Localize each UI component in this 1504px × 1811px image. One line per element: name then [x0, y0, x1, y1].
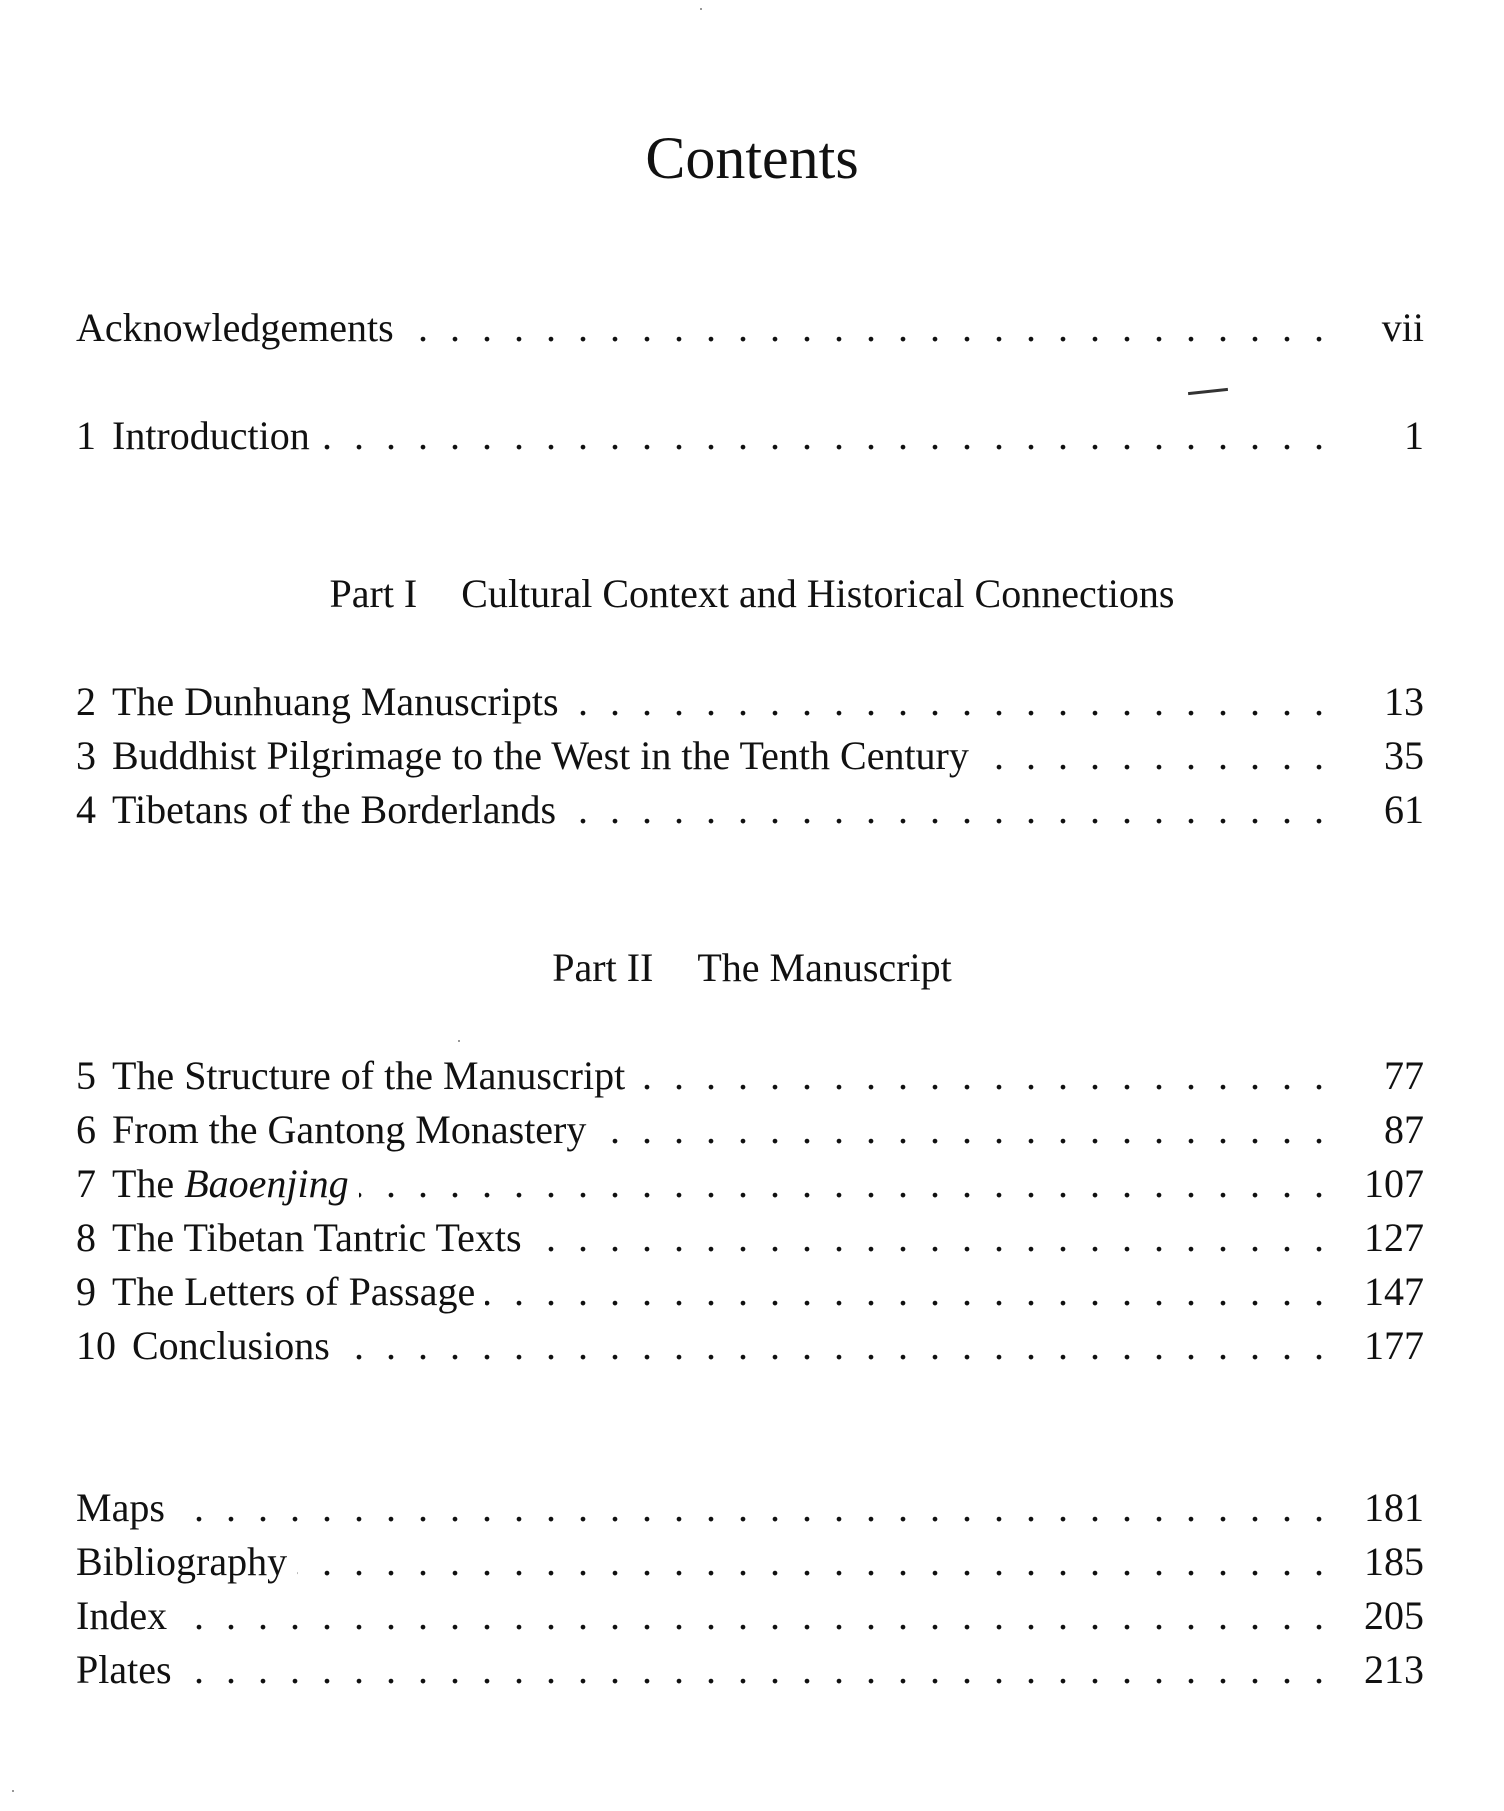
toc-entry-title: Acknowledgements	[76, 305, 394, 350]
toc-entry-index[interactable]	[76, 1588, 1424, 1644]
toc-entry-text	[76, 1480, 175, 1536]
stray-pen-mark	[1188, 388, 1228, 395]
toc-entry-title-prefix: The	[112, 1161, 175, 1206]
toc-page-number: 205	[1354, 1588, 1424, 1644]
toc-entry-text	[76, 674, 569, 730]
scan-speck	[12, 1790, 14, 1792]
page-title: Contents	[645, 125, 859, 191]
chapter-number: 8	[76, 1215, 96, 1260]
toc-entry-text	[76, 1318, 340, 1374]
toc-page-number: 213	[1354, 1642, 1424, 1698]
toc-entry-title: From the Gantong Monastery	[112, 1107, 587, 1152]
toc-entry-title: The Dunhuang Manuscripts	[112, 679, 559, 724]
toc-page-number: 77	[1374, 1048, 1424, 1104]
toc-entry-title: The Structure of the Manuscript	[112, 1053, 626, 1098]
toc-entry-introduction[interactable]	[76, 408, 1424, 464]
toc-entry-text	[76, 408, 320, 464]
toc-entry-title: Index	[76, 1593, 168, 1638]
scan-speck	[700, 8, 702, 10]
toc-page-number: 1	[1394, 408, 1424, 464]
toc-entry-text	[76, 1102, 596, 1158]
toc-entry-text	[76, 300, 404, 356]
scan-speck	[458, 1040, 460, 1042]
chapter-number: 4	[76, 787, 96, 832]
toc-entry-title: The Letters of Passage	[112, 1269, 476, 1314]
toc-entry-text	[76, 1588, 177, 1644]
chapter-number: 1	[76, 413, 96, 458]
dot-leader	[76, 1642, 1324, 1698]
toc-entry-chapter-4[interactable]	[76, 782, 1424, 838]
part-label: Part II	[552, 945, 654, 990]
toc-entry-text	[76, 782, 566, 838]
toc-entry-title: Bibliography	[76, 1539, 288, 1584]
chapter-number: 7	[76, 1161, 96, 1206]
toc-entry-title: Buddhist Pilgrimage to the West in the Tenth Century	[112, 733, 969, 778]
toc-entry-title: Conclusions	[132, 1323, 330, 1368]
toc-page-number: 13	[1374, 674, 1424, 730]
toc-entry-chapter-8[interactable]	[76, 1210, 1424, 1266]
toc-entry-text	[76, 1210, 532, 1266]
toc-entry-chapter-9[interactable]	[76, 1264, 1424, 1320]
toc-entry-title: Introduction	[112, 413, 310, 458]
chapter-number: 3	[76, 733, 96, 778]
toc-page-number: 147	[1354, 1264, 1424, 1320]
toc-entry-text	[76, 1534, 297, 1590]
toc-entry-text	[76, 1264, 485, 1320]
part-title: The Manuscript	[697, 945, 952, 990]
toc-page-number: 185	[1354, 1534, 1424, 1590]
toc-entry-title: Plates	[76, 1647, 172, 1692]
toc-entry-text	[76, 1642, 182, 1698]
toc-entry-chapter-3[interactable]	[76, 728, 1424, 784]
toc-entry-chapter-6[interactable]	[76, 1102, 1424, 1158]
toc-page-number: 87	[1374, 1102, 1424, 1158]
chapter-number: 9	[76, 1269, 96, 1314]
toc-entry-text	[76, 1156, 359, 1212]
chapter-number: 10	[76, 1323, 116, 1368]
toc-entry-bibliography[interactable]	[76, 1534, 1424, 1590]
toc-page-number: 35	[1374, 728, 1424, 784]
part-title: Cultural Context and Historical Connections	[461, 571, 1175, 616]
toc-entry-acknowledgements[interactable]	[76, 300, 1424, 356]
toc-entry-title-italic: Baoenjing	[184, 1161, 349, 1206]
toc-entry-maps[interactable]	[76, 1480, 1424, 1536]
part-heading-2	[0, 940, 1504, 996]
chapter-number: 6	[76, 1107, 96, 1152]
part-heading-1	[0, 566, 1504, 622]
toc-page-number: 177	[1354, 1318, 1424, 1374]
toc-page-number: vii	[1372, 300, 1424, 356]
dot-leader	[76, 1480, 1324, 1536]
part-label: Part I	[329, 571, 418, 616]
toc-entry-chapter-2[interactable]	[76, 674, 1424, 730]
toc-entry-title: Tibetans of the Borderlands	[112, 787, 557, 832]
toc-page-number: 181	[1354, 1480, 1424, 1536]
toc-page-number: 61	[1374, 782, 1424, 838]
toc-entry-text	[76, 1048, 635, 1104]
toc-entry-title: The Tibetan Tantric Texts	[112, 1215, 522, 1260]
toc-entry-chapter-5[interactable]	[76, 1048, 1424, 1104]
toc-entry-chapter-10[interactable]	[76, 1318, 1424, 1374]
toc-entry-plates[interactable]	[76, 1642, 1424, 1698]
dot-leader	[76, 1588, 1324, 1644]
toc-entry-title: Maps	[76, 1485, 165, 1530]
toc-page-number: 127	[1354, 1210, 1424, 1266]
chapter-number: 2	[76, 679, 96, 724]
toc-entry-chapter-7[interactable]	[76, 1156, 1424, 1212]
toc-entry-text	[76, 728, 979, 784]
chapter-number: 5	[76, 1053, 96, 1098]
toc-page-number: 107	[1354, 1156, 1424, 1212]
